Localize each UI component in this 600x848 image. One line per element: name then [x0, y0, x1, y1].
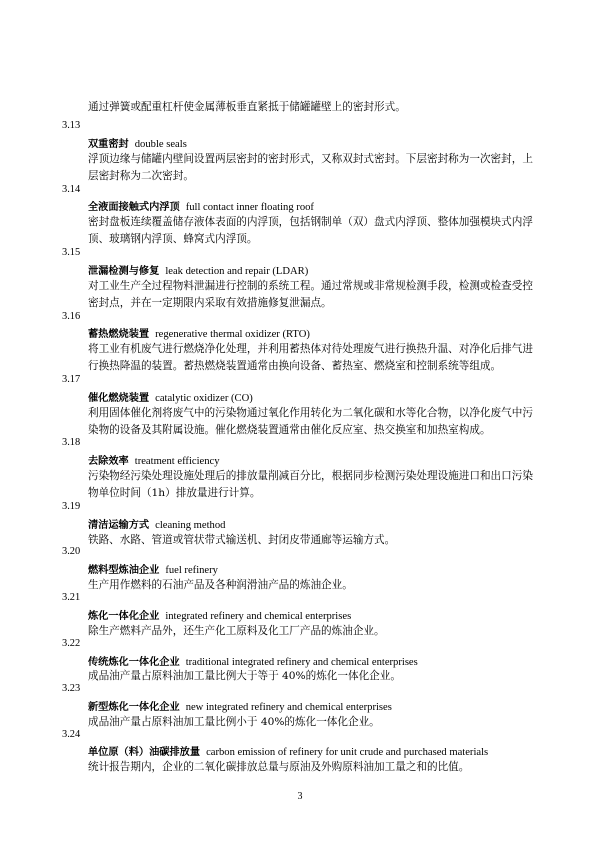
term-zh: 全液面接触式内浮顶: [88, 202, 180, 213]
clause-number: 3.21: [62, 592, 81, 603]
term-heading: [88, 745, 488, 760]
term-zh: 双重密封: [88, 139, 129, 150]
clause-number: 3.23: [62, 683, 81, 694]
term-zh: 催化燃烧装置: [88, 393, 150, 404]
term-definition: 统计报告期内，企业的二氧化碳排放总量与原油及外购原料油加工量之和的比值。: [88, 761, 470, 773]
term-en: fuel refinery: [165, 565, 218, 576]
term-definition: 污染物经污染处理设施处理后的排放量削减百分比，根据同步检测污染处理设施进口和出口污染物单位时间（1h）排放量进行计算。: [88, 470, 533, 499]
term-definition: 生产用作燃料的石油产品及各种润滑油产品的炼油企业。: [88, 579, 353, 591]
term-en: integrated refinery and chemical enterprises: [165, 611, 352, 622]
term-en: regenerative thermal oxidizer (RTO): [155, 329, 310, 340]
term-zh: 去除效率: [88, 456, 129, 467]
term-definition: 浮顶边缘与储罐内壁间设置两层密封的密封形式，又称双封式密封。下层密封称为一次密封，上层密封称为二次密封。: [88, 153, 533, 182]
clause-number: 3.16: [62, 311, 81, 322]
term-definition: 利用固体催化剂将废气中的污染物通过氧化作用转化为二氧化碳和水等化合物，以净化废气中污染物的设备及其附属设施。催化燃烧装置通常由催化反应室、热交换室和加热室构成。: [88, 407, 533, 436]
clause-number: 3.17: [62, 374, 81, 385]
term-definition: 铁路、水路、管道或管状带式输送机、封闭皮带通廊等运输方式。: [88, 534, 396, 546]
term-heading: [88, 609, 351, 624]
term-en: new integrated refinery and chemical enterprises: [185, 702, 392, 713]
term-heading: [88, 327, 310, 342]
term-en: treatment efficiency: [134, 456, 220, 467]
term-definition: 成品油产量占原料油加工量比例小于 40%的炼化一体化企业。: [88, 716, 380, 728]
term-definition: 成品油产量占原料油加工量比例大于等于 40%的炼化一体化企业。: [88, 670, 401, 682]
term-en: traditional integrated refinery and chemical enterprises: [185, 657, 418, 668]
term-en: leak detection and repair (LDAR): [165, 266, 309, 277]
term-zh: 泄漏检测与修复: [88, 266, 160, 277]
page-number: 3: [297, 791, 303, 802]
term-heading: [88, 563, 218, 578]
term-en: catalytic oxidizer (CO): [155, 393, 253, 404]
term-heading: [88, 518, 225, 533]
term-zh: 炼化一体化企业: [88, 611, 160, 622]
term-heading: [88, 700, 392, 715]
clause-number: 3.15: [62, 247, 81, 258]
term-en: cleaning method: [155, 520, 226, 531]
clause-number: 3.19: [62, 501, 81, 512]
term-zh: 燃料型炼油企业: [88, 565, 160, 576]
clause-number: 3.22: [62, 638, 81, 649]
term-definition: 除生产燃料产品外，还生产化工原料及化工厂产品的炼油企业。: [88, 625, 385, 637]
term-definition: 密封盘板连续覆盖储存液体表面的内浮顶，包括钢制单（双）盘式内浮顶、整体加强模块式内浮顶、玻璃钢内浮顶、蜂窝式内浮顶。: [88, 216, 533, 245]
term-zh: 蓄热燃烧装置: [88, 329, 150, 340]
term-zh: 清洁运输方式: [88, 520, 150, 531]
term-en: full contact inner floating roof: [185, 202, 314, 213]
term-zh: 传统炼化一体化企业: [88, 657, 180, 668]
term-en: double seals: [134, 139, 187, 150]
clause-number: 3.24: [62, 729, 81, 740]
term-heading: [88, 264, 308, 279]
term-zh: 新型炼化一体化企业: [88, 702, 180, 713]
term-definition: 对工业生产全过程物料泄漏进行控制的系统工程。通过常规或非常规检测手段，检测或检查受控密封点，并在一定期限内采取有效措施修复泄漏点。: [88, 280, 533, 309]
clause-number: 3.18: [62, 437, 81, 448]
term-heading: [88, 454, 220, 469]
clause-number: 3.20: [62, 546, 81, 557]
term-zh: 单位原（料）油碳排放量: [88, 747, 201, 758]
intro-text: 通过弹簧或配重杠杆使金属薄板垂直紧抵于储罐罐壁上的密封形式。: [88, 101, 406, 113]
clause-number: 3.13: [62, 120, 81, 131]
term-heading: [88, 200, 314, 215]
term-definition: 将工业有机废气进行燃烧净化处理，并利用蓄热体对待处理废气进行换热升温、对净化后排气进行换热降温的装置。蓄热燃烧装置通常由换向设备、蓄热室、燃烧室和控制系统等组成。: [88, 343, 533, 372]
term-en: carbon emission of refinery for unit crude and purchased materials: [206, 747, 489, 758]
term-heading: [88, 137, 187, 152]
clause-number: 3.14: [62, 184, 81, 195]
term-heading: [88, 391, 253, 406]
